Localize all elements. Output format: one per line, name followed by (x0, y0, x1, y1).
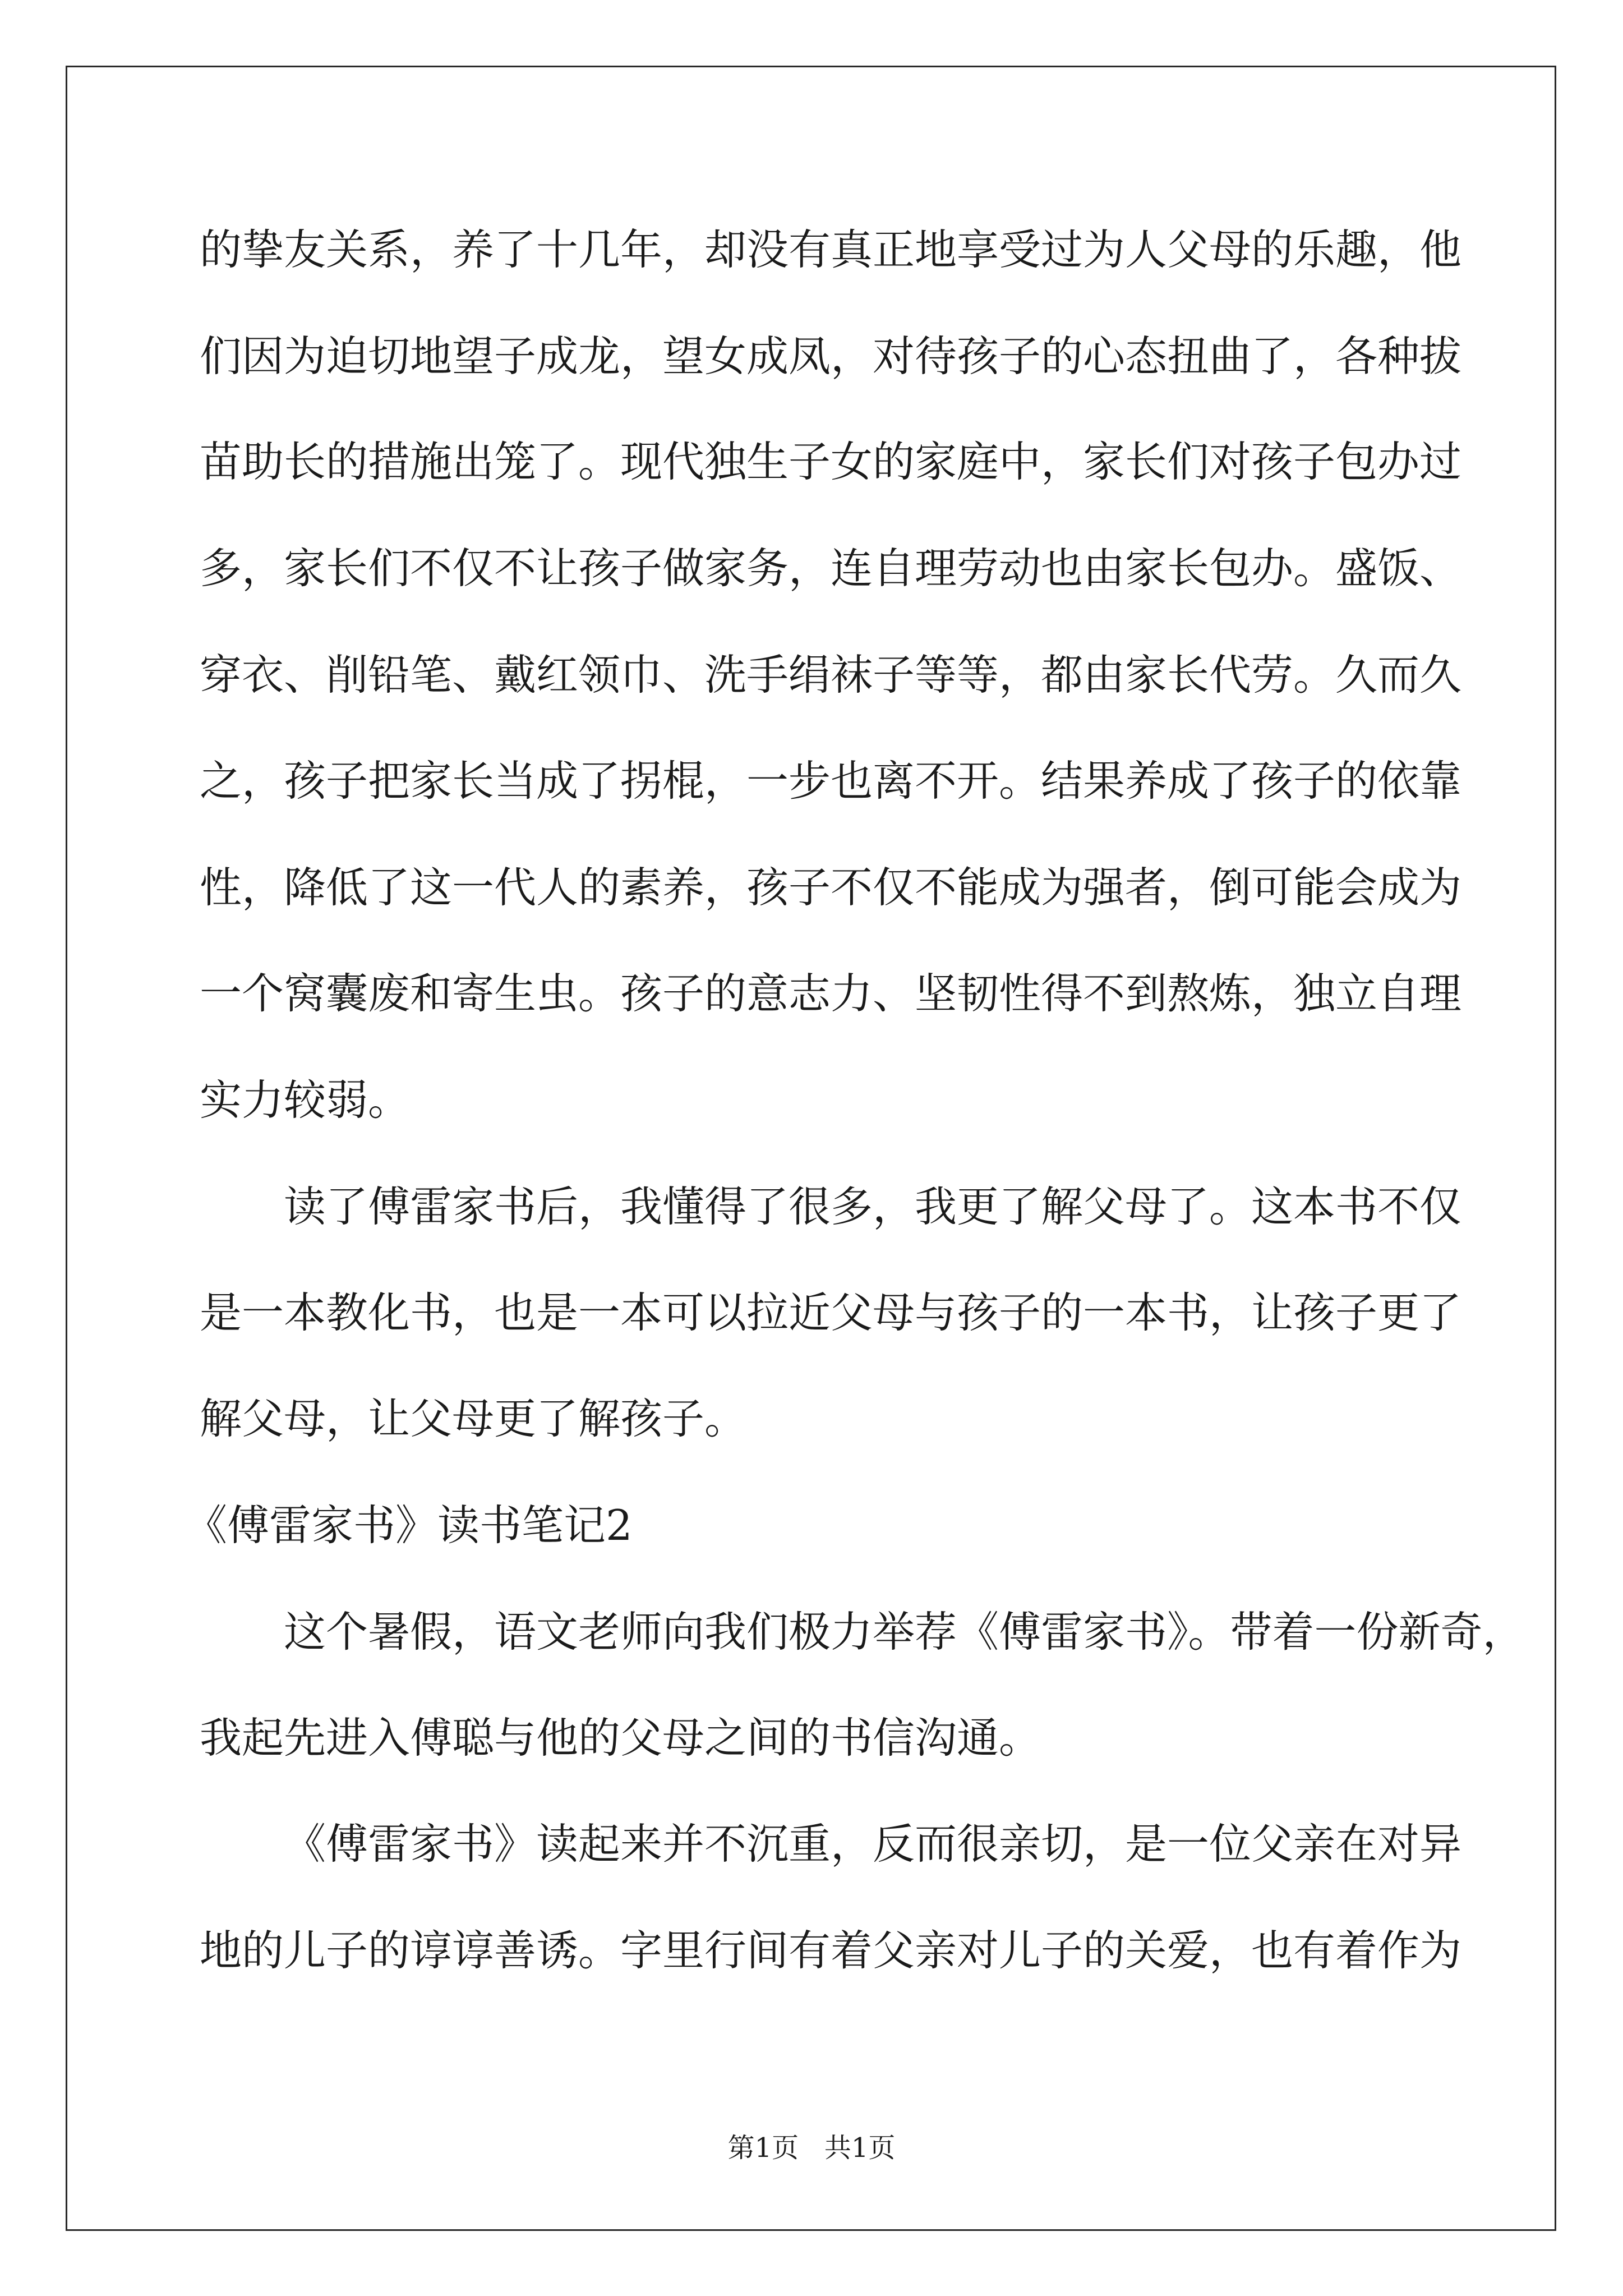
paragraph-3-line-1: 这个暑假，语文老师向我们极力举荐《傅雷家书》。带着一份新奇， (284, 1607, 1525, 1657)
body-line-4: 多，家长们不仅不让孩子做家务，连自理劳动也由家长包办。盛饭、 (200, 544, 1462, 593)
page-number-footer: 第1页 共1页 (727, 2132, 896, 2164)
body-line-5: 穿衣、削铅笔、戴红领巾、洗手绢袜子等等，都由家长代劳。久而久 (200, 650, 1462, 700)
body-line-7: 性，降低了这一代人的素养，孩子不仅不能成为强者，倒可能会成为 (200, 863, 1462, 912)
paragraph-4-line-1: 《傅雷家书》读起来并不沉重，反而很亲切，是一位父亲在对异 (284, 1819, 1462, 1869)
body-line-8: 一个窝囊废和寄生虫。孩子的意志力、坚韧性得不到熬炼，独立自理 (200, 969, 1462, 1018)
body-line-9: 实力较弱。 (200, 1075, 411, 1125)
paragraph-3-line-2: 我起先进入傅聪与他的父母之间的书信沟通。 (200, 1713, 1041, 1763)
paragraph-4-line-2: 地的儿子的谆谆善诱。字里行间有着父亲对儿子的关爱，也有着作为 (200, 1926, 1462, 1975)
page-border (66, 66, 1556, 2231)
paragraph-2-line-3: 解父母，让父母更了解孩子。 (200, 1394, 747, 1443)
body-line-3: 苗助长的措施出笼了。现代独生子女的家庭中，家长们对孩子包办过 (200, 437, 1462, 486)
body-line-2: 们因为迫切地望子成龙，望女成凤，对待孩子的心态扭曲了，各种拔 (200, 332, 1462, 381)
paragraph-2-line-2: 是一本教化书，也是一本可以拉近父母与孩子的一本书，让孩子更了 (200, 1288, 1462, 1337)
body-line-6: 之，孩子把家长当成了拐棍，一步也离不开。结果养成了孩子的依靠 (200, 756, 1462, 806)
paragraph-2-line-1: 读了傅雷家书后，我懂得了很多，我更了解父母了。这本书不仅 (284, 1182, 1462, 1231)
body-line-1: 的挚友关系，养了十几年，却没有真正地享受过为人父母的乐趣，他 (200, 225, 1462, 274)
section-heading: 《傅雷家书》读书笔记2 (185, 1501, 633, 1550)
